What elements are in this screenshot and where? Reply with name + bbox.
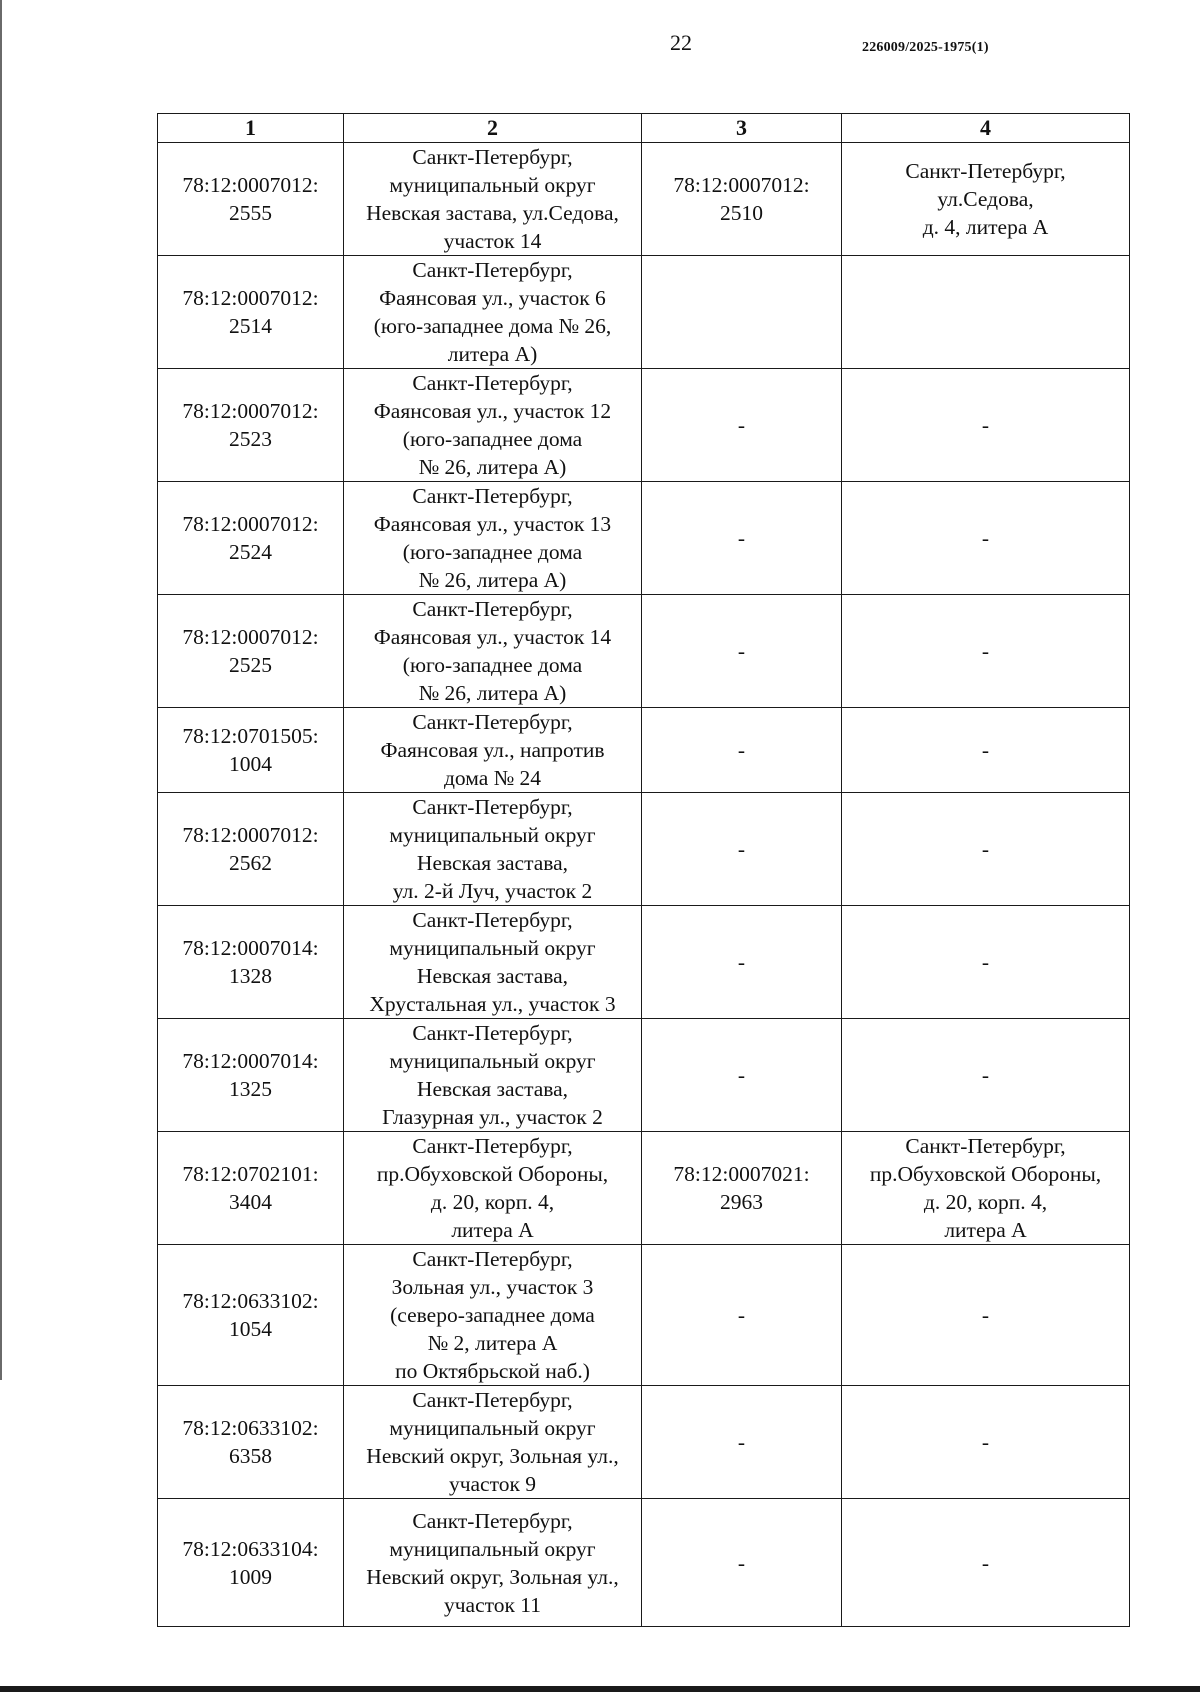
cell-text: Санкт-Петербург, пр.Обуховской Обороны, д. 20, корп. 4, литера А — [869, 1134, 1102, 1242]
table-cell-col3 — [642, 793, 842, 906]
table-cell-col1 — [158, 1499, 344, 1627]
cell-text: - — [981, 950, 990, 974]
table-row — [158, 906, 1130, 1019]
table-cell-col3 — [642, 1499, 842, 1627]
column-header-2: 2 — [344, 114, 642, 143]
table-cell-col3 — [642, 1019, 842, 1132]
table-cell-col2 — [344, 595, 642, 708]
cell-text: 78:12:0007014: 1328 — [182, 936, 319, 988]
table-cell-col3 — [642, 1132, 842, 1245]
table-cell-col3 — [642, 1245, 842, 1386]
table-row — [158, 1132, 1130, 1245]
table-cell-col1 — [158, 906, 344, 1019]
cell-text: - — [981, 1063, 990, 1087]
cell-text: Санкт-Петербург, муниципальный округ Невская застава, ул. 2-й Луч, участок 2 — [389, 795, 596, 903]
cell-text: 78:12:0702101: 3404 — [182, 1162, 319, 1214]
table-cell-col2 — [344, 369, 642, 482]
table-cell-col4 — [842, 595, 1130, 708]
table-cell-col3 — [642, 256, 842, 369]
cell-text: - — [737, 413, 746, 437]
table-cell-col4 — [842, 906, 1130, 1019]
cell-text: - — [737, 526, 746, 550]
table-cell-col2 — [344, 1245, 642, 1386]
cell-text: - — [737, 1550, 746, 1575]
table-row — [158, 256, 1130, 369]
table-cell-col1 — [158, 369, 344, 482]
column-header-3: 3 — [642, 114, 842, 143]
cell-text: - — [981, 1303, 990, 1327]
cell-text: - — [981, 837, 990, 861]
table-cell-col2 — [344, 1019, 642, 1132]
table-cell-col4 — [842, 1386, 1130, 1499]
cell-text: 78:12:0633102: 1054 — [182, 1289, 319, 1341]
cell-text: - — [737, 950, 746, 974]
cell-text: Санкт-Петербург, Зольная ул., участок 3 (северо-западнее дома № 2, литера А по Октябрьской наб.) — [390, 1247, 595, 1383]
cell-text: - — [981, 738, 990, 762]
table-cell-col4 — [842, 793, 1130, 906]
table-cell-col4 — [842, 369, 1130, 482]
cell-text: 78:12:0007021: 2963 — [673, 1162, 810, 1214]
table-row — [158, 1245, 1130, 1386]
cell-text: 78:12:0007012: 2510 — [673, 173, 810, 225]
column-header-1: 1 — [158, 114, 344, 143]
table-cell-col3 — [642, 595, 842, 708]
table-cell-col4 — [842, 143, 1130, 256]
table-cell-col3 — [642, 1386, 842, 1499]
table-row — [158, 482, 1130, 595]
cell-text: - — [737, 639, 746, 663]
table-cell-col1 — [158, 143, 344, 256]
table-cell-col4 — [842, 1245, 1130, 1386]
cell-text: Санкт-Петербург, муниципальный округ Невская застава, Хрустальная ул., участок 3 — [369, 908, 616, 1016]
table-body — [158, 143, 1130, 1627]
page-number: 22 — [670, 30, 692, 55]
cell-text: 78:12:0007012: 2523 — [182, 399, 319, 451]
cell-text: Санкт-Петербург, Фаянсовая ул., участок 6 (юго-западнее дома № 26, литера А) — [373, 258, 612, 366]
table-cell-col4 — [842, 1019, 1130, 1132]
table-cell-col3 — [642, 708, 842, 793]
cell-text: - — [737, 1303, 746, 1327]
table-cell-col1 — [158, 793, 344, 906]
scan-left-edge — [0, 0, 2, 1380]
column-header-4: 4 — [842, 114, 1130, 143]
cell-text: 78:12:0633104: 1009 — [182, 1536, 319, 1589]
table-cell-col1 — [158, 708, 344, 793]
cell-text: Санкт-Петербург, муниципальный округ Невский округ, Зольная ул., участок 9 — [366, 1388, 619, 1496]
cell-text: 78:12:0007012: 2562 — [182, 823, 319, 875]
table-cell-col1 — [158, 256, 344, 369]
cadastral-table — [157, 113, 1130, 1627]
table-header-row — [158, 114, 1130, 143]
table-cell-col4 — [842, 1132, 1130, 1245]
table-cell-col3 — [642, 369, 842, 482]
table-row — [158, 708, 1130, 793]
cell-text: 78:12:0007012: 2524 — [182, 512, 319, 564]
table-cell-col1 — [158, 1245, 344, 1386]
table-cell-col2 — [344, 482, 642, 595]
cell-text: Санкт-Петербург, Фаянсовая ул., напротив дома № 24 — [380, 710, 605, 790]
table-cell-col2 — [344, 793, 642, 906]
cell-text: - — [981, 1430, 990, 1454]
cell-text: 78:12:0007014: 1325 — [182, 1049, 319, 1101]
table-cell-col1 — [158, 1132, 344, 1245]
document-reference: 226009/2025-1975(1) — [862, 40, 989, 55]
cell-text: 78:12:0007012: 2555 — [182, 173, 319, 225]
table-row — [158, 1386, 1130, 1499]
cell-text: Санкт-Петербург, Фаянсовая ул., участок 13 (юго-западнее дома № 26, литера А) — [373, 484, 612, 592]
cell-text: Санкт-Петербург, муниципальный округ Невская застава, Глазурная ул., участок 2 — [382, 1021, 603, 1129]
cell-text: 78:12:0701505: 1004 — [182, 724, 319, 776]
table-cell-col2 — [344, 906, 642, 1019]
cell-text: 78:12:0633102: 6358 — [182, 1416, 319, 1468]
table-cell-col3 — [642, 143, 842, 256]
cell-text: Санкт-Петербург, ул.Седова, д. 4, литера А — [905, 159, 1066, 239]
table-cell-col2 — [344, 1132, 642, 1245]
cell-text: - — [737, 1063, 746, 1087]
table-cell-col1 — [158, 482, 344, 595]
cell-text: - — [981, 639, 990, 663]
cell-text: - — [737, 1430, 746, 1454]
cell-text: - — [981, 413, 990, 437]
cell-text: - — [737, 738, 746, 762]
cell-text: Санкт-Петербург, Фаянсовая ул., участок 14 (юго-западнее дома № 26, литера А) — [373, 597, 612, 705]
table-row — [158, 595, 1130, 708]
table-cell-col2 — [344, 708, 642, 793]
cell-text: Санкт-Петербург, муниципальный округ Невский округ, Зольная ул., участок 11 — [366, 1508, 619, 1617]
table-cell-col4 — [842, 708, 1130, 793]
cell-text: - — [737, 837, 746, 861]
cell-text: - — [981, 1550, 990, 1575]
cell-text: Санкт-Петербург, Фаянсовая ул., участок 12 (юго-западнее дома № 26, литера А) — [373, 371, 612, 479]
table-cell-col1 — [158, 595, 344, 708]
table-cell-col2 — [344, 1386, 642, 1499]
table-cell-col1 — [158, 1019, 344, 1132]
table-cell-col3 — [642, 906, 842, 1019]
cell-text: Санкт-Петербург, муниципальный округ Невская застава, ул.Седова, участок 14 — [366, 145, 619, 253]
table-cell-col3 — [642, 482, 842, 595]
cell-text: 78:12:0007012: 2514 — [182, 286, 319, 338]
cell-text: - — [981, 526, 990, 550]
table-row — [158, 143, 1130, 256]
table-cell-col1 — [158, 1386, 344, 1499]
cell-text: 78:12:0007012: 2525 — [182, 625, 319, 677]
table-row — [158, 1499, 1130, 1627]
table-cell-col2 — [344, 256, 642, 369]
table-row — [158, 369, 1130, 482]
table-row — [158, 1019, 1130, 1132]
cell-text: Санкт-Петербург, пр.Обуховской Обороны, д. 20, корп. 4, литера А — [376, 1134, 609, 1242]
table-cell-col4 — [842, 256, 1130, 369]
table-cell-col4 — [842, 1499, 1130, 1627]
scan-bottom-edge — [0, 1686, 1200, 1692]
table-cell-col4 — [842, 482, 1130, 595]
table-row — [158, 793, 1130, 906]
table-cell-col2 — [344, 143, 642, 256]
table-cell-col2 — [344, 1499, 642, 1627]
